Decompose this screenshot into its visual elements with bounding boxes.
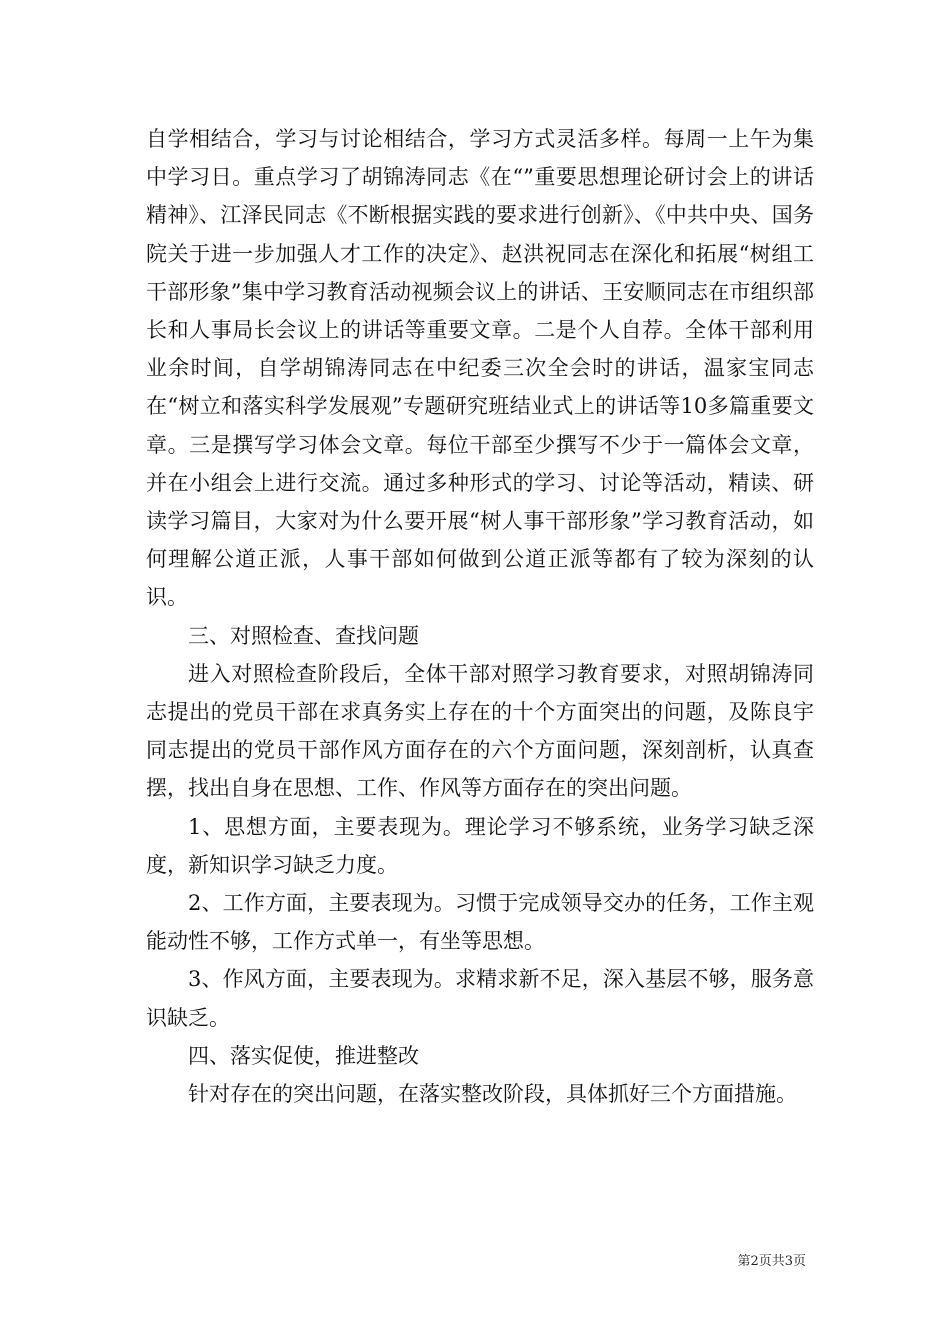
document-body [146, 120, 814, 1113]
list-item-style: 3、作风方面，主要表现为。求精求新不足，深入基层不够，服务意识缺乏。 [146, 967, 814, 1030]
paragraph-self-check: 进入对照检查阶段后，全体干部对照学习教育要求，对照胡锦涛同志提出的党员干部在求真务实上存在的十个方面突出的问题，及陈良宇同志提出的党员干部作风方面存在的六个方面问题，深刻剖析，认真查摆，找出自身在思想、工作、作风等方面存在的突出问题。 [146, 661, 814, 801]
list-item-thinking: 1、思想方面，主要表现为。理论学习不够系统，业务学习缺乏深度，新知识学习缺乏力度。 [146, 814, 814, 877]
section-heading-4: 四、落实促使，推进整改 [188, 1043, 419, 1068]
list-item-work: 2、工作方面，主要表现为。习惯于完成领导交办的任务，工作主观能动性不够，工作方式单一，有坐等思想。 [146, 891, 814, 954]
section-heading-3: 三、对照检查、查找问题 [188, 623, 419, 648]
paragraph-study-methods: 自学相结合，学习与讨论相结合，学习方式灵活多样。每周一上午为集中学习日。重点学习了胡锦涛同志《在“”重要思想理论研讨会上的讲话精神》、江泽民同志《不断根据实践的要求进行创新》、《中共中央、国务院关于进一步加强人才工作的决定》、赵洪祝同志在深化和拓展“树组工干部形象”集中学习教育活动视频会议上的讲话、王安顺同志在市组织部长和人事局长会议上的讲话等重要文章。二是个人自荐。全体干部利用业余时间，自学胡锦涛同志在中纪委三次全会时的讲话，温家宝同志在“树立和落实科学发展观”专题研究班结业式上的讲话等10多篇重要文章。三是撰写学习体会文章。每位干部至少撰写不少于一篇体会文章，并在小组会上进行交流。通过多种形式的学习、讨论等活动，精读、研读学习篇目，大家对为什么要开展“树人事干部形象”学习教育活动，如何理解公道正派，人事干部如何做到公道正派等都有了较为深刻的认识。 [146, 127, 814, 610]
paragraph-measures: 针对存在的突出问题，在落实整改阶段，具体抓好三个方面措施。 [188, 1082, 797, 1107]
page-number: 第2页共3页 [737, 1254, 806, 1269]
